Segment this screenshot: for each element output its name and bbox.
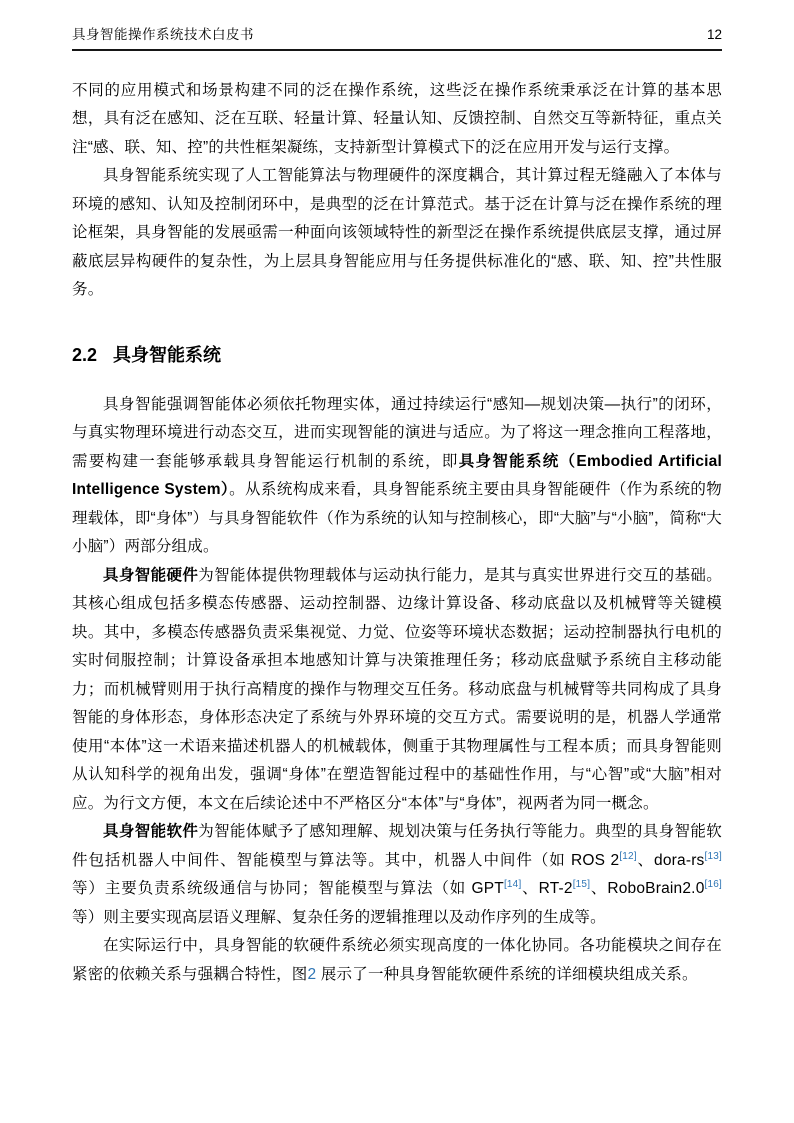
paragraph-embodied-hardware (72, 562, 722, 819)
header-title: 具身智能操作系统技术白皮书 (72, 27, 254, 42)
citation-link-12[interactable]: [12] (619, 850, 637, 862)
page-header (72, 26, 722, 51)
term-embodied-hardware: 具身智能硬件 (103, 566, 199, 584)
citation-link-14[interactable]: [14] (503, 878, 522, 890)
text-run: 。从系统构成来看，具身智能系统主要由具身智能硬件（作为系统的物理载体，即“身体”）与具身智能软件（作为系统的认知与控制核心，即“大脑”与“小脑”，简称“大小脑”）两部分组成。 (72, 481, 722, 556)
term-embodied-ai-system: 具身智能系统（Embodied Artificial Intelligence System） (72, 452, 722, 499)
text-run: 具身智能强调智能体必须依托物理实体，通过持续运行“感知—规划决策—执行”的闭环，与真实物理环境进行动态交互，进而实现智能的演进与适应。为了将这一理念推向工程落地，需要构建一套能够承载具身智能运行机制的系统，即 (72, 395, 722, 470)
citation-link-16[interactable]: [16] (704, 878, 722, 890)
paragraph-embodied-software (72, 818, 722, 932)
figure-ref-link-2[interactable]: 2 (307, 965, 317, 983)
text-run: 具身智能系统实现了人工智能算法与物理硬件的深度耦合，其计算过程无缝融入了本体与环境的感知、认知及控制闭环中，是典型的泛在计算范式。基于泛在计算与泛在操作系统的理论框架，具身智能的发展亟需一种面向该领域特性的新型泛在操作系统提供底层支撑，通过屏蔽底层异构硬件的复杂性，为上层具身智能应用与任务提供标准化的“感、联、知、控”共性服务。 (72, 167, 722, 299)
text-run: 为智能体提供物理载体与运动执行能力，是其与真实世界进行交互的基础。其核心组成包括多模态传感器、运动控制器、边缘计算设备、移动底盘以及机械臂等关键模块。其中，多模态传感器负责采集视觉、力觉、位姿等环境状态数据；运动控制器执行电机的实时伺服控制；计算设备承担本地感知计算与决策推理任务；移动底盘赋予系统自主移动能力；而机械臂则用于执行高精度的操作与物理交互任务。移动底盘与机械臂等共同构成了具身智能的身体形态，身体形态决定了系统与外界环境的交互方式。需要说明的是，机器人学通常使用“本体”这一术语来描述机器人的机械载体，侧重于其物理属性与工程本质；而具身智能则从认知科学的视角出发，强调“身体”在塑造智能过程中的基础性作用，与“心智”或“大脑”相对应。为行文方便，本文在后续论述中不严格区分“本体”与“身体”，视两者为同一概念。 (72, 566, 722, 812)
paragraph-ubiquitous-os (72, 77, 722, 163)
text-run: 、RT-2 (521, 880, 573, 898)
page-body (72, 77, 722, 990)
paragraph-embodied-coupling (72, 162, 722, 305)
paragraph-embodied-system-definition (72, 391, 722, 562)
paragraph-hw-sw-coordination (72, 932, 722, 989)
text-run: 等）主要负责系统级通信与协同；智能模型与算法（如 GPT (72, 880, 504, 898)
text-run: 等）则主要实现高层语义理解、复杂任务的逻辑推理以及动作序列的生成等。 (72, 908, 606, 926)
text-run: 展示了一种具身智能软硬件系统的详细模块组成关系。 (316, 965, 698, 983)
section-heading (72, 341, 722, 367)
text-run: 、RoboBrain2.0 (590, 880, 705, 898)
citation-link-15[interactable]: [15] (572, 878, 591, 890)
section-number: 2.2 (72, 344, 98, 365)
section-title: 具身智能系统 (113, 344, 222, 365)
citation-link-13[interactable]: [13] (704, 850, 722, 862)
text-run: 在实际运行中，具身智能的软硬件系统必须实现高度的一体化协同。各功能模块之间存在紧密的依赖关系与强耦合特性，图 (72, 937, 722, 983)
text-run: 、dora-rs (636, 851, 705, 869)
page-number: 12 (706, 27, 722, 42)
text-run: 为智能体赋予了感知理解、规划决策与任务执行等能力。典型的具身智能软件包括机器人中间件、智能模型与算法等。其中，机器人中间件（如 ROS 2 (72, 823, 722, 869)
text-run: 不同的应用模式和场景构建不同的泛在操作系统，这些泛在操作系统秉承泛在计算的基本思想，具有泛在感知、泛在互联、轻量计算、轻量认知、反馈控制、自然交互等新特征，重点关注“感、联、知、控”的共性框架凝练，支持新型计算模式下的泛在应用开发与运行支撑。 (72, 81, 722, 156)
term-embodied-software: 具身智能软件 (103, 823, 199, 841)
